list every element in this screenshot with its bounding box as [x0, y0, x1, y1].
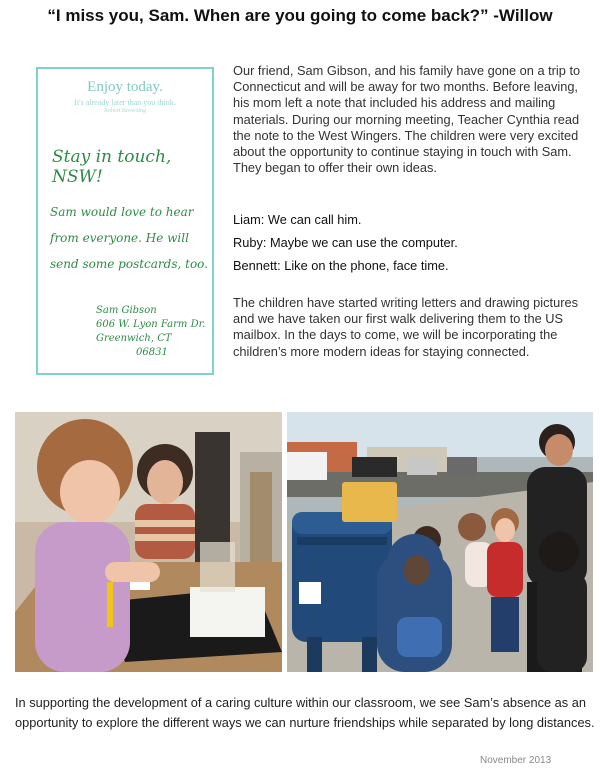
dialogue-line: Bennett: Like on the phone, face time. — [233, 258, 449, 274]
dialogue-line: Liam: We can call him. — [233, 212, 362, 227]
photo-children-drawing — [15, 412, 282, 672]
note-heading: Enjoy today. — [87, 79, 163, 95]
note-handwriting-line1: Stay in touch, NSW! — [52, 147, 172, 187]
intro-paragraph: Our friend, Sam Gibson, and his family have gone on a trip to Connecticut and will be away for two months. Before leaving, his mom left a note that included his address and mailing materials. During our morning meeting, Teacher Cynthia read the note to the West Wingers. The children were very excited about the opportunity to continue staying in touch with Sam. They began to offer their own ideas. — [233, 63, 581, 176]
progress-paragraph: The children have started writing letters and drawing pictures and we have taken our first walk delivering them to the US mailbox. In the days to come, we will be incorporating the children’s more modern ideas for staying connected. — [233, 295, 578, 359]
closing-paragraph: In supporting the development of a caring culture within our classroom, we see Sam’s absence as an opportunity to explore the different ways we can nurture friendships while separated by long distances. — [15, 695, 595, 730]
note-sig-city: Greenwich, CT — [96, 333, 172, 344]
note-author: Robert Browning — [104, 108, 146, 114]
note-signature — [96, 304, 205, 360]
note-handwriting-body: Sam would love to hear from everyone. He will send some postcards, too. — [50, 205, 209, 271]
page-title: “I miss you, Sam. When are you going to come back?” -Willow — [47, 6, 553, 25]
handwritten-note-card — [36, 67, 214, 375]
note-subheading: It's already later than you think. — [74, 98, 176, 107]
date-label: November 2013 — [480, 755, 552, 766]
note-sig-name: Sam Gibson — [96, 305, 157, 316]
dialogue-line: Ruby: Maybe we can use the computer. — [233, 235, 458, 251]
note-sig-zip: 06831 — [136, 347, 168, 358]
photo-mailbox-walk — [287, 412, 593, 672]
note-sig-street: 606 W. Lyon Farm Dr. — [96, 319, 206, 330]
dialogue-list — [233, 212, 583, 282]
